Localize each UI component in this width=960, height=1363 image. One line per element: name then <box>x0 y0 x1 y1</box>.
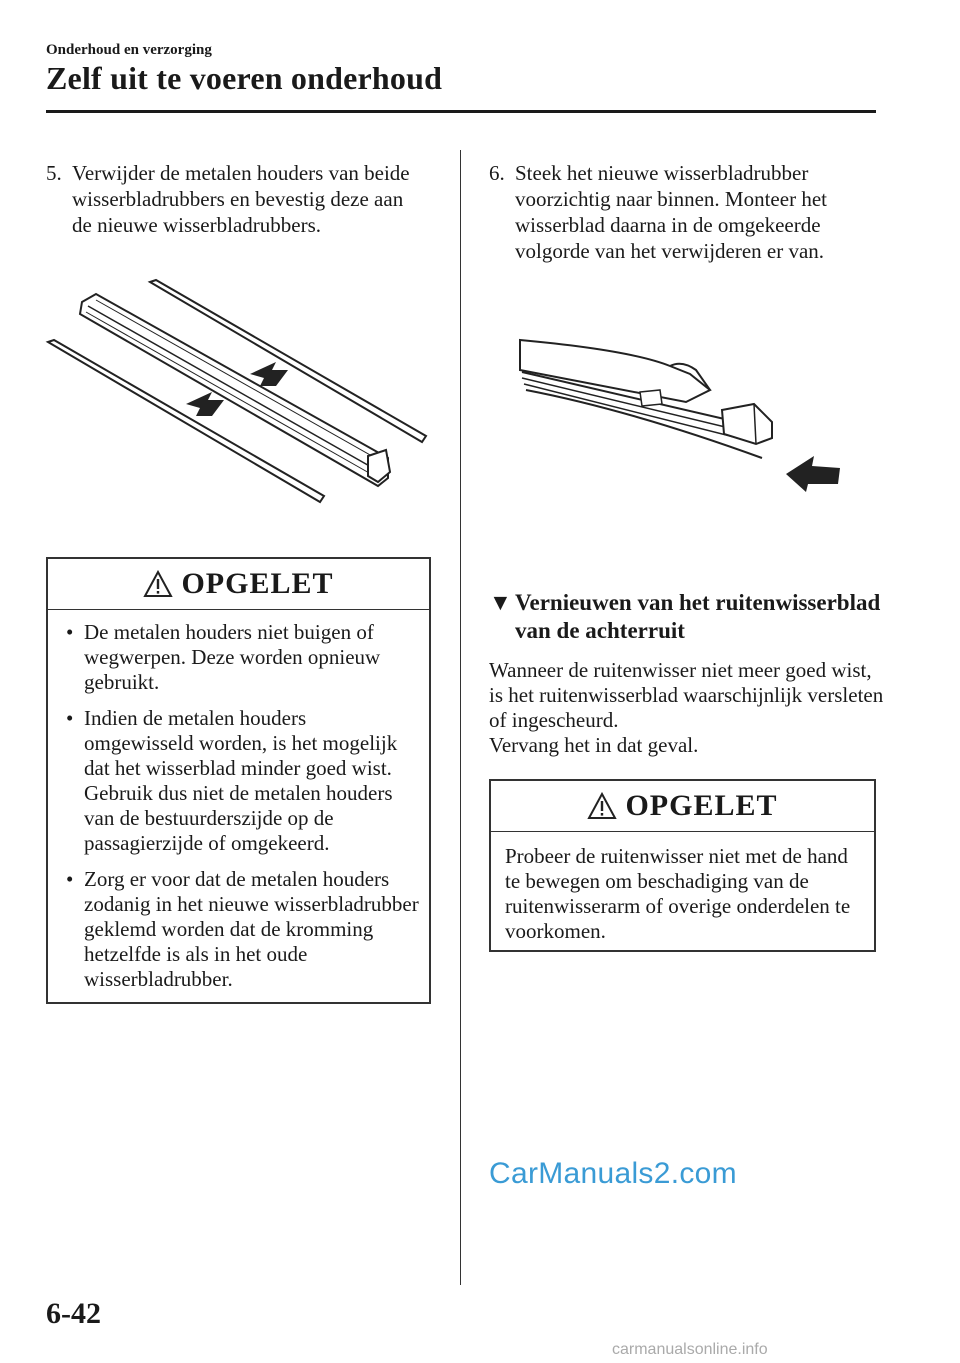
step-number: 5. <box>46 161 62 185</box>
step-5 <box>46 160 426 238</box>
step-6 <box>489 160 874 264</box>
column-divider <box>460 150 461 1285</box>
page-title: Zelf uit te voeren onderhoud <box>46 60 443 96</box>
warning-triangle-icon <box>587 792 617 820</box>
caution-box <box>46 557 431 1004</box>
caution-header <box>491 781 874 832</box>
step-number: 6. <box>489 161 505 185</box>
warning-triangle-icon <box>143 570 173 598</box>
bullet-icon: • <box>66 867 74 891</box>
arrow-icon <box>786 456 840 492</box>
paragraph: Wanneer de ruitenwisser niet meer goed wist, is het ruitenwisserblad waarschijnlijk versleten of ingescheurd. Vervang het in dat geval. <box>489 658 884 757</box>
caution-list <box>48 610 429 1013</box>
section-label: Onderhoud en verzorging <box>46 42 212 58</box>
arrow-icon <box>186 392 224 416</box>
caution-title: OPGELET <box>181 567 334 600</box>
caution-item: • Zorg er voor dat de metalen houders zodanig in het nieuwe wisserbladrubber geklemd worden dat de kromming hetzelfde is als in het oude wisserbladrubber. <box>66 867 419 991</box>
watermark-logo: CarManuals2.com <box>489 1157 737 1190</box>
wiper-rubber-holders-illustration <box>40 270 440 510</box>
caution-text: Probeer de ruitenwisser niet met de hand te bewegen om beschadiging van de ruitenwisserarm of overige onderdelen te voorkomen. <box>505 844 851 943</box>
step-text: Steek het nieuwe wisserbladrubber voorzichtig naar binnen. Monteer het wisserblad daarna in de omgekeerde volgorde van het verwijderen er van. <box>515 161 827 263</box>
caution-title: OPGELET <box>625 789 778 822</box>
site-watermark: carmanualsonline.info <box>612 1341 768 1358</box>
caution-box <box>489 779 876 952</box>
bullet-icon: • <box>66 620 74 644</box>
bullet-icon: • <box>66 706 74 730</box>
arrow-icon <box>250 362 288 386</box>
triangle-marker-icon: ▼ <box>489 590 512 615</box>
caution-item: • Indien de metalen houders omgewisseld worden, is het mogelijk dat het wisserblad minder goed wist. Gebruik dus niet de metalen houders van de bestuurderszijde op de passagierzijde of omgekeerd. <box>66 706 398 855</box>
subheading <box>489 589 884 645</box>
wiper-blade-illustration <box>510 330 860 500</box>
step-text: Verwijder de metalen houders van beide wisserbladrubbers en bevestig deze aan de nieuwe wisserbladrubbers. <box>72 161 410 237</box>
page-number: 6-42 <box>46 1297 101 1330</box>
caution-header <box>48 559 429 610</box>
caution-item: • De metalen houders niet buigen of wegwerpen. Deze worden opnieuw gebruikt. <box>66 620 381 694</box>
title-rule <box>46 110 876 113</box>
subheading-text: Vernieuwen van het ruitenwisserblad van de achterruit <box>515 590 881 643</box>
